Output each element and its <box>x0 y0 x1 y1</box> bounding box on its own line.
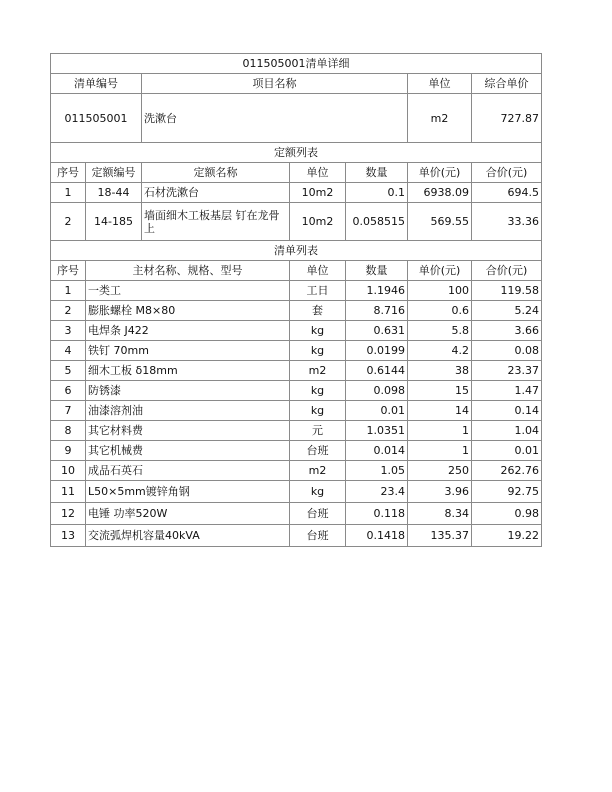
quota-header-no: 序号 <box>51 163 86 183</box>
material-no: 3 <box>51 321 86 341</box>
material-price: 100 <box>408 281 472 301</box>
material-no: 8 <box>51 421 86 441</box>
material-total: 1.04 <box>472 421 542 441</box>
material-total: 3.66 <box>472 321 542 341</box>
material-header-no: 序号 <box>51 261 86 281</box>
material-no: 6 <box>51 381 86 401</box>
material-qty: 0.098 <box>346 381 408 401</box>
quota-no: 2 <box>51 203 86 241</box>
quota-header-code: 定额编号 <box>86 163 142 183</box>
table-row <box>51 481 542 503</box>
material-total: 0.08 <box>472 341 542 361</box>
material-qty: 0.631 <box>346 321 408 341</box>
material-header-qty: 数量 <box>346 261 408 281</box>
material-no: 1 <box>51 281 86 301</box>
quota-header-unit: 单位 <box>290 163 346 183</box>
material-unit: m2 <box>290 461 346 481</box>
material-total: 0.01 <box>472 441 542 461</box>
table-row <box>51 461 542 481</box>
material-price: 38 <box>408 361 472 381</box>
material-qty: 0.1418 <box>346 525 408 547</box>
material-unit: 元 <box>290 421 346 441</box>
material-qty: 23.4 <box>346 481 408 503</box>
material-rows <box>51 281 542 547</box>
quota-total: 694.5 <box>472 183 542 203</box>
material-unit: 套 <box>290 301 346 321</box>
table-row <box>51 361 542 381</box>
material-qty: 1.0351 <box>346 421 408 441</box>
material-unit: 台班 <box>290 503 346 525</box>
quota-code: 18-44 <box>86 183 142 203</box>
quota-name: 墙面细木工板基层 钉在龙骨上 <box>142 203 290 241</box>
material-name: 其它材料费 <box>86 421 290 441</box>
material-name: 成品石英石 <box>86 461 290 481</box>
material-price: 1 <box>408 421 472 441</box>
material-unit: m2 <box>290 361 346 381</box>
quota-no: 1 <box>51 183 86 203</box>
bill-name: 洗漱台 <box>142 94 408 143</box>
header-bill-code: 清单编号 <box>51 74 142 94</box>
material-qty: 8.716 <box>346 301 408 321</box>
material-unit: 台班 <box>290 525 346 547</box>
material-total: 0.98 <box>472 503 542 525</box>
material-qty: 0.014 <box>346 441 408 461</box>
material-price: 14 <box>408 401 472 421</box>
material-price: 5.8 <box>408 321 472 341</box>
material-header-name: 主材名称、规格、型号 <box>86 261 290 281</box>
material-name: 其它机械费 <box>86 441 290 461</box>
material-unit: kg <box>290 321 346 341</box>
material-qty: 0.118 <box>346 503 408 525</box>
material-unit: kg <box>290 381 346 401</box>
quota-row <box>51 183 542 203</box>
title-row <box>51 54 542 74</box>
material-name: 油漆溶剂油 <box>86 401 290 421</box>
quota-header-qty: 数量 <box>346 163 408 183</box>
table-row <box>51 381 542 401</box>
quota-unit: 10m2 <box>290 183 346 203</box>
material-unit: 台班 <box>290 441 346 461</box>
material-price: 250 <box>408 461 472 481</box>
material-price: 135.37 <box>408 525 472 547</box>
material-header-row <box>51 261 542 281</box>
material-name: 电锤 功率520W <box>86 503 290 525</box>
material-total: 1.47 <box>472 381 542 401</box>
table-title: 011505001清单详细 <box>51 54 542 74</box>
material-price: 1 <box>408 441 472 461</box>
material-unit: kg <box>290 341 346 361</box>
bill-unit: m2 <box>408 94 472 143</box>
bill-row <box>51 94 542 143</box>
table-row <box>51 441 542 461</box>
material-unit: 工日 <box>290 281 346 301</box>
table-row <box>51 281 542 301</box>
table-row <box>51 421 542 441</box>
material-no: 11 <box>51 481 86 503</box>
material-price: 4.2 <box>408 341 472 361</box>
material-name: 细木工板 δ18mm <box>86 361 290 381</box>
material-name: 电焊条 J422 <box>86 321 290 341</box>
material-header-total: 合价(元) <box>472 261 542 281</box>
material-total: 19.22 <box>472 525 542 547</box>
quota-total: 33.36 <box>472 203 542 241</box>
quota-name: 石材洗漱台 <box>142 183 290 203</box>
quota-qty: 0.1 <box>346 183 408 203</box>
quota-row <box>51 203 542 241</box>
material-header-unit: 单位 <box>290 261 346 281</box>
quota-price: 569.55 <box>408 203 472 241</box>
material-no: 12 <box>51 503 86 525</box>
material-price: 3.96 <box>408 481 472 503</box>
material-qty: 0.0199 <box>346 341 408 361</box>
table-row <box>51 341 542 361</box>
material-name: 防锈漆 <box>86 381 290 401</box>
material-name: L50×5mm镀锌角钢 <box>86 481 290 503</box>
material-no: 9 <box>51 441 86 461</box>
material-name: 交流弧焊机容量40kVA <box>86 525 290 547</box>
table-row <box>51 503 542 525</box>
material-unit: kg <box>290 401 346 421</box>
material-total: 5.24 <box>472 301 542 321</box>
material-no: 10 <box>51 461 86 481</box>
quota-unit: 10m2 <box>290 203 346 241</box>
bill-code: 011505001 <box>51 94 142 143</box>
material-no: 4 <box>51 341 86 361</box>
material-header-price: 单价(元) <box>408 261 472 281</box>
material-qty: 0.6144 <box>346 361 408 381</box>
quota-price: 6938.09 <box>408 183 472 203</box>
bill-price: 727.87 <box>472 94 542 143</box>
material-no: 5 <box>51 361 86 381</box>
header-bill-unit: 单位 <box>408 74 472 94</box>
material-total: 23.37 <box>472 361 542 381</box>
material-section-title: 清单列表 <box>51 241 542 261</box>
bill-header-row <box>51 74 542 94</box>
material-qty: 1.1946 <box>346 281 408 301</box>
quota-qty: 0.058515 <box>346 203 408 241</box>
material-total: 92.75 <box>472 481 542 503</box>
quota-section-row <box>51 143 542 163</box>
material-no: 2 <box>51 301 86 321</box>
material-total: 0.14 <box>472 401 542 421</box>
material-total: 262.76 <box>472 461 542 481</box>
table-row <box>51 321 542 341</box>
header-bill-price: 综合单价 <box>472 74 542 94</box>
material-qty: 0.01 <box>346 401 408 421</box>
material-no: 7 <box>51 401 86 421</box>
material-name: 一类工 <box>86 281 290 301</box>
material-name: 铁钉 70mm <box>86 341 290 361</box>
bill-detail-table <box>50 53 542 547</box>
material-name: 膨胀螺栓 M8×80 <box>86 301 290 321</box>
material-price: 8.34 <box>408 503 472 525</box>
quota-header-name: 定额名称 <box>142 163 290 183</box>
quota-section-title: 定额列表 <box>51 143 542 163</box>
table-row <box>51 401 542 421</box>
quota-header-total: 合价(元) <box>472 163 542 183</box>
table-row <box>51 525 542 547</box>
quota-header-row <box>51 163 542 183</box>
table-row <box>51 301 542 321</box>
material-unit: kg <box>290 481 346 503</box>
quota-header-price: 单价(元) <box>408 163 472 183</box>
material-section-row <box>51 241 542 261</box>
header-bill-name: 项目名称 <box>142 74 408 94</box>
material-price: 0.6 <box>408 301 472 321</box>
material-qty: 1.05 <box>346 461 408 481</box>
quota-code: 14-185 <box>86 203 142 241</box>
material-price: 15 <box>408 381 472 401</box>
material-no: 13 <box>51 525 86 547</box>
material-total: 119.58 <box>472 281 542 301</box>
